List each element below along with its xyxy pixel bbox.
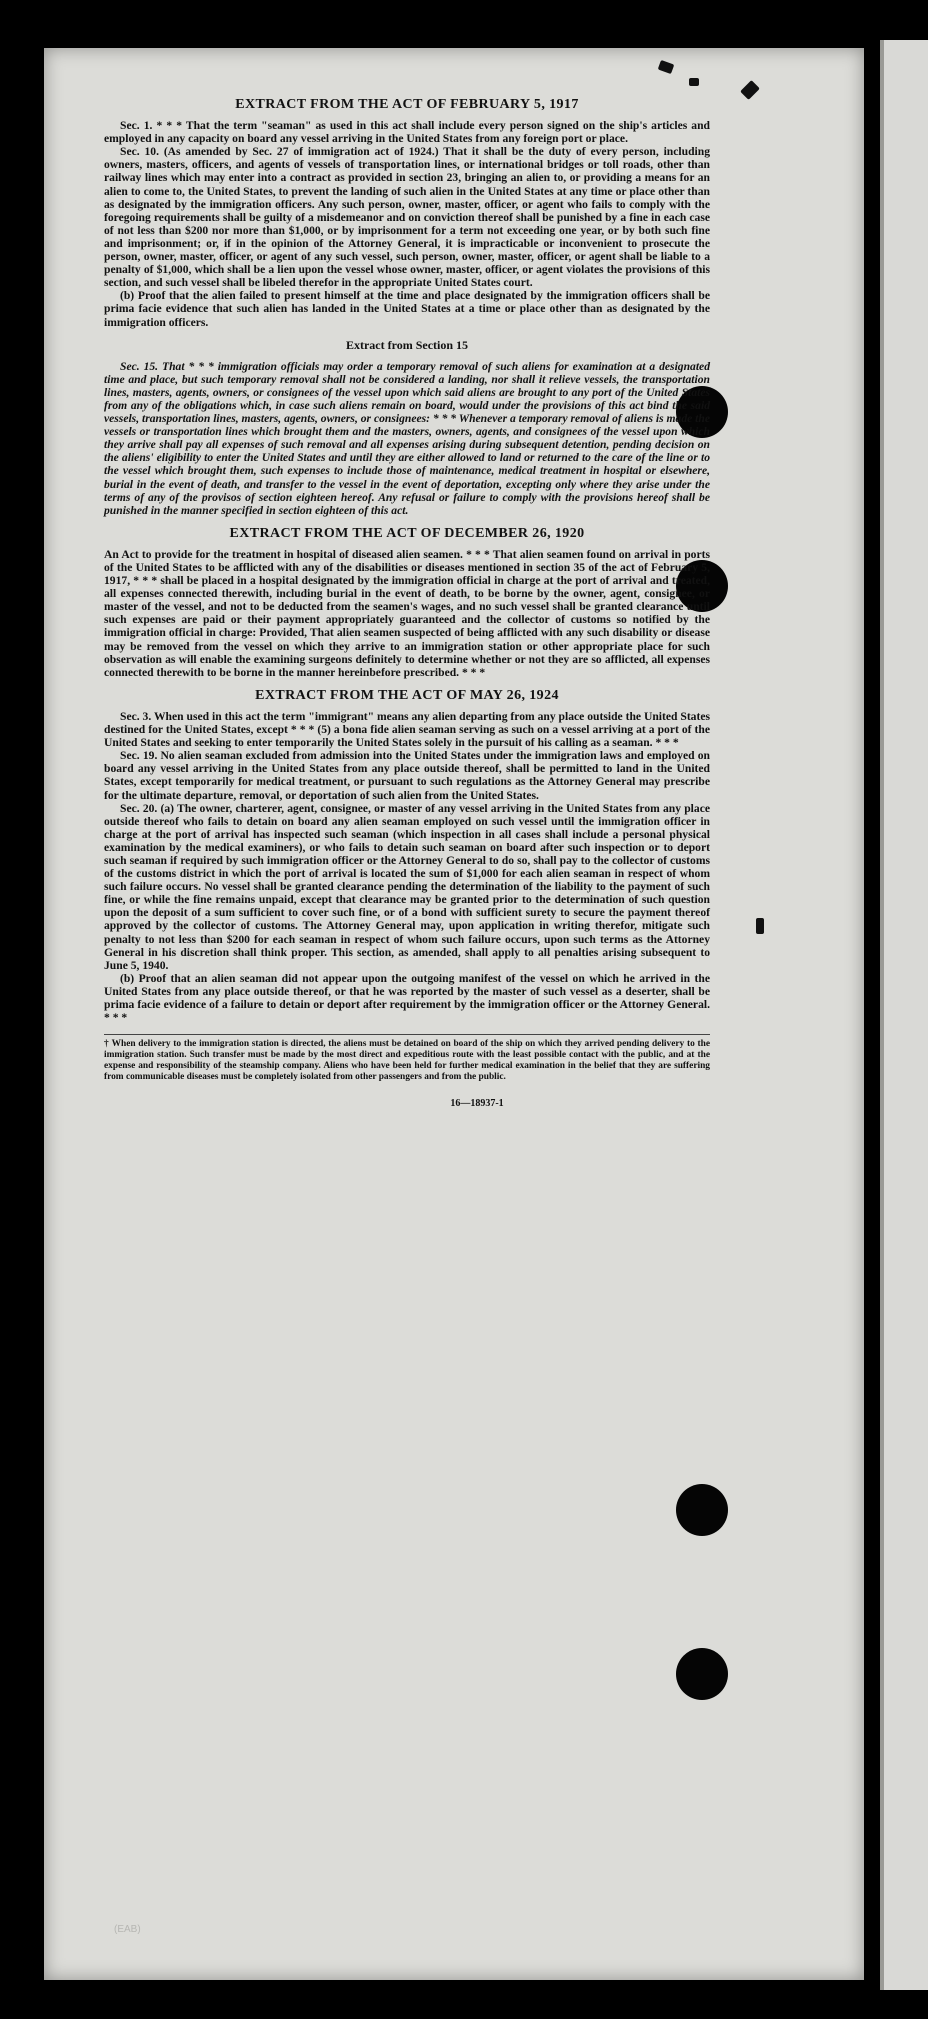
section-heading: EXTRACT FROM THE ACT OF DECEMBER 26, 1920 xyxy=(229,525,585,541)
paragraph: Sec. 1. * * * That the term "seaman" as used in this act shall include every person signed on the ship's articles and employed in any capacity on board any vessel arriving in the United States from any foreign port or place. xyxy=(104,119,710,146)
footnote: † When delivery to the immigration station is directed, the aliens must be detained on board of the ship on which they arrived pending delivery to the immigration station. Such transfer must be made by the most direct and expeditious route with the least possible contact with the public, and at the expense and responsibility of the steamship company. Aliens who have been held for further medical examination in the belief that they are suffering from communicable diseases must be completely isolated from other passengers and from the public. xyxy=(104,1034,710,1083)
paragraph: Sec. 15. That * * * immigration officials may order a temporary removal of such aliens for examination at a designated time and place, but such temporary removal shall not be considered a landing, nor shall it relieve vessels, the transportation lines, masters, agents, owners, or consignees of the vessel upon which said aliens are brought to any port of the United States from any of the obligations which, in case such aliens remain on board, would under the provisions of this act bind the said vessels, transportation lines, masters, agents, owners, or consignees: * * * Whenever a temporary removal of aliens is made the vessels or transportation lines which brought them and the masters, owners, agents, and consignees of the vessel upon which they arrive shall pay all expenses of such removal and all expenses arising during subsequent detention, pending decision on the aliens' eligibility to enter the United States and until they are either allowed to land or returned to the care of the line or to the vessel which brought them, such expenses to include those of maintenance, medical treatment in hospital or elsewhere, burial in the event of death, and transfer to the vessel in the event of deportation, excepting only where they arise under the terms of any of the provisos of section eighteen hereof. Any refusal or failure to comply with the provisions hereof shall be punished in the manner specified in section eighteen of this act. xyxy=(104,359,710,517)
ink-blot xyxy=(689,78,699,86)
section-act-1924 xyxy=(104,689,710,1024)
document-number: 16—18937-1 xyxy=(450,1098,504,1110)
ink-blot xyxy=(658,60,675,74)
section-extract-15 xyxy=(104,339,710,517)
paragraph: (b) Proof that an alien seaman did not appear upon the outgoing manifest of the vessel on which he arrived in the United States from any place outside thereof, or that he was reported by the master of such vessel as a deserter, shall be prima facie evidence of a failure to detain or deport after requirement by the immigration officer or the Attorney General. * * * xyxy=(104,971,710,1025)
paragraph: Sec. 10. (As amended by Sec. 27 of immigration act of 1924.) That it shall be the duty of every person, including owners, masters, officers, and agents of vessels of transportation lines, or international bridges or toll roads, other than railway lines which may enter into a contract as provided in section 23, bringing an alien to, or providing a means for an alien to come to, the United States, to prevent the landing of such alien in the United States at any time or place other than as designated by the immigration officers. Any such person, owner, master, officer, or agent who fails to comply with the foregoing requirements shall be guilty of a misdemeanor and on conviction thereof shall be punished by a fine in each case of not less than $200 nor more than $1,000, or by imprisonment for a term not exceeding one year, or by both such fine and imprisonment; or, if in the opinion of the Attorney General, it is impracticable or inconvenient to prosecute the person, owner, master, officer, or agent of any such vessel, such person, owner, master, officer, or agent shall be liable to a penalty of $1,000, which shall be a lien upon the vessel whose owner, master, officer, or agent violates the provisions of this section, and such vessel shall be libeled therefor in the appropriate United States court. xyxy=(104,145,710,290)
punch-hole xyxy=(676,1648,728,1700)
section-heading: Extract from Section 15 xyxy=(345,337,469,352)
paragraph: Sec. 3. When used in this act the term "immigrant" means any alien departing from any place outside the United States destined for the United States, except * * * (5) a bona fide alien seaman serving as such on a vessel arriving at a port of the United States and seeking to enter temporarily the United States solely in the pursuit of his calling as a seaman. * * * xyxy=(104,709,710,750)
paragraph: Sec. 20. (a) The owner, charterer, agent, consignee, or master of any vessel arriving in the United States from any place outside thereof who fails to detain on board any alien seaman employed on such vessel until the immigration officer in charge at the port of arrival has inspected such seaman (which inspection in all cases shall include a personal physical examination by the medical examiners), or who fails to detain such seaman on board after such inspection or to deport such seaman if required by such immigration officer or the Attorney General to do so, shall pay to the collector of customs of the customs district in which the port of arrival is located the sum of $1,000 for each alien seaman in respect of whom such failure occurs. No vessel shall be granted clearance pending the determination of the liability to the payment of such fine, or while the fine remains unpaid, except that clearance may be granted prior to the determination of such question upon the deposit of a sum sufficient to cover such fine, or of a bond with sufficient surety to secure the payment thereof approved by the collector of customs. The Attorney General may, upon application in writing therefor, mitigate such penalty to not less than $200 for each seaman in respect of whom such failure occurs, upon such terms as the Attorney General in his discretion shall think proper. This section, as amended, shall apply to all penalties arising subsequent to June 5, 1940. xyxy=(104,801,710,972)
ink-blot xyxy=(740,80,760,100)
paragraph: An Act to provide for the treatment in hospital of diseased alien seamen. * * * That alien seamen found on arrival in ports of the United States to be afflicted with any of the disabilities or diseases mentioned in section 35 of the act of February 5, 1917, * * * shall be placed in a hospital designated by the immigration official in charge at the port of arrival and treated, all expenses connected therewith, including burial in the event of death, to be borne by the owner, agent, consignee, or master of the vessel, and not to be deducted from the seamen's wages, and no such vessel shall be granted clearance until such expenses are paid or their payment appropriately guaranteed and the collector of customs so notified by the immigration official in charge: Provided, That alien seamen suspected of being afflicted with any such disability or disease may be removed from the vessel on which they arrive to an immigration station or other appropriate place for such observation as will enable the examining surgeons definitely to determine whether or not they are so afflicted, all expenses connected therewith to be borne in the manner hereinbefore prescribed. * * * xyxy=(104,547,710,679)
section-heading: EXTRACT FROM THE ACT OF FEBRUARY 5, 1917 xyxy=(235,97,579,112)
ink-blot xyxy=(756,918,764,934)
document-text xyxy=(104,98,710,1110)
section-act-1917 xyxy=(104,98,710,329)
punch-hole xyxy=(676,1484,728,1536)
paragraph: (b) Proof that the alien failed to present himself at the time and place designated by the immigration officers shall be prima facie evidence that such alien has landed in the United States at a time or place other than as designated by the immigration officers. xyxy=(104,289,710,329)
document-page: (EAB) xyxy=(44,48,864,1980)
adjacent-page-edge xyxy=(880,40,928,1990)
section-heading: EXTRACT FROM THE ACT OF MAY 26, 1924 xyxy=(255,687,559,703)
section-act-1920 xyxy=(104,527,710,679)
paragraph: Sec. 19. No alien seaman excluded from admission into the United States under the immigration laws and employed on board any vessel arriving in the United States from any place outside thereof, shall be permitted to land in the United States, except temporarily for medical treatment, or pursuant to such regulations as the Attorney General may prescribe for the ultimate departure, removal, or deportation of such alien from the United States. xyxy=(104,749,710,802)
